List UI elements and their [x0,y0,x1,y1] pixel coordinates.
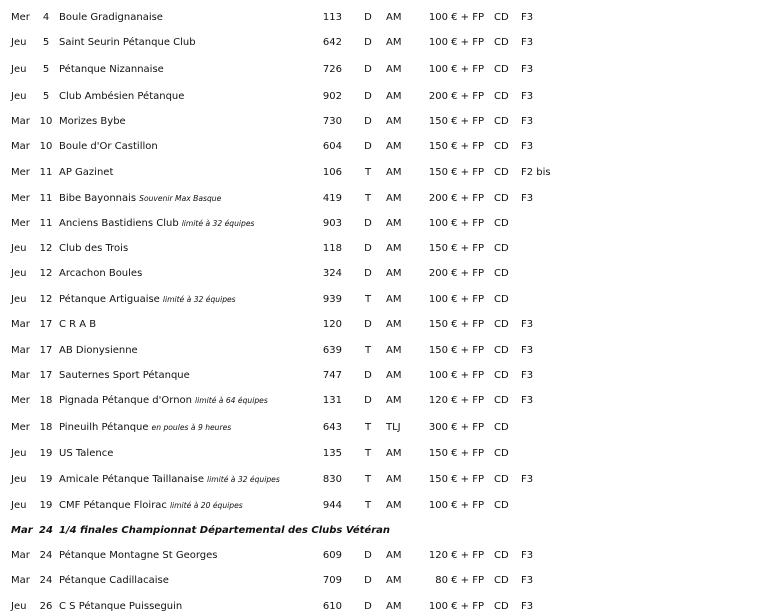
day-cell: Mar [11,116,30,127]
session-cell: AM [386,448,402,459]
day-cell: Mar [11,319,30,330]
session-cell: AM [386,218,402,229]
tournament-row [0,114,768,130]
type-cell: T [364,500,372,511]
date-cell: 12 [39,294,53,305]
prize-cell: 150 € + FP [428,448,484,459]
session-cell: AM [386,319,402,330]
format-cell: F3 [521,12,534,23]
club-name [59,393,309,409]
club-number: 106 [322,167,342,178]
type-cell: T [364,448,372,459]
club-number: 903 [322,218,342,229]
format-cell: F3 [521,319,534,330]
session-cell: AM [386,500,402,511]
club-name [59,548,309,564]
tournament-row [0,498,768,514]
day-cell: Mar [11,550,30,561]
club-name [59,420,309,436]
format-cell: F3 [521,601,534,612]
format-cell: F3 [521,550,534,561]
category-cell: CD [494,141,509,152]
club-number: 610 [322,601,342,612]
format-cell: F3 [521,193,534,204]
category-cell: CD [494,91,509,102]
category-cell: CD [494,601,509,612]
tournament-row [0,446,768,462]
format-cell: F3 [521,575,534,586]
club-name [59,573,309,589]
day-cell: Jeu [11,601,27,612]
date-cell: 5 [42,37,50,48]
format-cell: F3 [521,91,534,102]
category-cell: CD [494,395,509,406]
club-label: US Talence [59,448,114,459]
tournament-row [0,292,768,308]
club-label: Saint Seurin Pétanque Club [59,37,196,48]
club-note: Souvenir Max Basque [139,194,222,203]
club-name [59,241,309,257]
club-label: CMF Pétanque Floirac [59,500,167,511]
day-cell: Mar [11,141,30,152]
date-cell: 5 [42,91,50,102]
club-name [59,343,309,359]
prize-cell: 150 € + FP [428,319,484,330]
date-cell: 24 [39,525,53,536]
session-cell: AM [386,243,402,254]
prize-cell: 100 € + FP [428,370,484,381]
day-cell: Mar [11,575,30,586]
club-name [59,191,309,207]
session-cell: AM [386,474,402,485]
club-number: 604 [322,141,342,152]
category-cell: CD [494,193,509,204]
category-cell: CD [494,116,509,127]
session-cell: AM [386,116,402,127]
date-cell: 17 [39,319,53,330]
session-cell: TLJ [386,422,401,433]
club-number: 609 [322,550,342,561]
day-cell: Mer [11,12,30,23]
type-cell: D [364,218,372,229]
category-cell: CD [494,448,509,459]
category-cell: CD [494,500,509,511]
format-cell: F3 [521,141,534,152]
format-cell: F3 [521,345,534,356]
day-cell: Mar [11,345,30,356]
club-label: Club Ambésien Pétanque [59,91,185,102]
tournament-row [0,35,768,51]
club-number: 747 [322,370,342,381]
club-note: limité à 32 équipes [162,295,236,304]
category-cell: CD [494,268,509,279]
prize-cell: 80 € + FP [435,575,484,586]
date-cell: 19 [39,500,53,511]
club-number: 324 [322,268,342,279]
session-cell: AM [386,167,402,178]
date-cell: 18 [39,395,53,406]
type-cell: T [364,167,372,178]
tournament-row [0,216,768,232]
club-label: Sauternes Sport Pétanque [59,370,190,381]
date-cell: 19 [39,448,53,459]
club-name [59,599,309,615]
date-cell: 24 [39,550,53,561]
day-cell: Mer [11,193,30,204]
club-note: limité à 20 équipes [169,501,243,510]
category-cell: CD [494,422,509,433]
tournament-row [0,573,768,589]
date-cell: 17 [39,370,53,381]
prize-cell: 150 € + FP [428,167,484,178]
category-cell: CD [494,550,509,561]
type-cell: T [364,422,372,433]
session-cell: AM [386,294,402,305]
format-cell: F3 [521,116,534,127]
club-label: C S Pétanque Puisseguin [59,601,183,612]
club-name [59,139,309,155]
type-cell: D [364,91,372,102]
club-name [59,62,309,78]
tournament-row [0,191,768,207]
category-cell: CD [494,167,509,178]
date-cell: 11 [39,167,53,178]
day-cell: Mer [11,218,30,229]
club-name [59,368,309,384]
club-label: Pineuilh Pétanque [59,422,149,433]
club-number: 939 [322,294,342,305]
club-name [59,216,309,232]
session-cell: AM [386,12,402,23]
tournament-row [0,165,768,181]
tournament-row [0,62,768,78]
date-cell: 12 [39,243,53,254]
tournament-row [0,139,768,155]
tournament-row [0,393,768,409]
date-cell: 12 [39,268,53,279]
session-cell: AM [386,91,402,102]
day-cell: Mer [11,422,30,433]
tournament-row [0,548,768,564]
club-label: Morizes Bybe [59,116,126,127]
club-label: Pignada Pétanque d'Ornon [59,395,192,406]
day-cell: Jeu [11,37,27,48]
club-name [59,89,309,105]
tournament-row [0,89,768,105]
club-label: Amicale Pétanque Taillanaise [59,474,204,485]
session-cell: AM [386,601,402,612]
type-cell: D [364,319,372,330]
category-cell: CD [494,319,509,330]
type-cell: D [364,601,372,612]
type-cell: T [364,345,372,356]
date-cell: 24 [39,575,53,586]
club-number: 902 [322,91,342,102]
tournament-row [0,10,768,26]
prize-cell: 100 € + FP [428,601,484,612]
session-cell: AM [386,370,402,381]
session-cell: AM [386,345,402,356]
session-cell: AM [386,268,402,279]
type-cell: D [364,395,372,406]
club-name [59,266,309,282]
date-cell: 10 [39,141,53,152]
club-label: Pétanque Montagne St Georges [59,550,218,561]
date-cell: 11 [39,193,53,204]
session-cell: AM [386,550,402,561]
prize-cell: 100 € + FP [428,500,484,511]
date-cell: 5 [42,64,50,75]
prize-cell: 100 € + FP [428,294,484,305]
date-cell: 11 [39,218,53,229]
club-label: Pétanque Cadillacaise [59,575,169,586]
club-number: 135 [322,448,342,459]
prize-cell: 200 € + FP [428,268,484,279]
prize-cell: 100 € + FP [428,218,484,229]
type-cell: D [364,550,372,561]
date-cell: 26 [39,601,53,612]
type-cell: T [364,294,372,305]
club-number: 730 [322,116,342,127]
club-name [59,292,309,308]
club-number: 726 [322,64,342,75]
category-cell: CD [494,218,509,229]
type-cell: D [364,116,372,127]
day-cell: Jeu [11,474,27,485]
session-cell: AM [386,64,402,75]
club-name [59,317,309,333]
type-cell: D [364,141,372,152]
club-number: 643 [322,422,342,433]
category-cell: CD [494,370,509,381]
type-cell: D [364,37,372,48]
club-note: limité à 32 équipes [181,219,255,228]
prize-cell: 200 € + FP [428,91,484,102]
club-label: Arcachon Boules [59,268,143,279]
day-cell: Jeu [11,268,27,279]
type-cell: D [364,243,372,254]
tournament-row [0,317,768,333]
club-number: 118 [322,243,342,254]
tournament-row [0,368,768,384]
type-cell: D [364,370,372,381]
date-cell: 4 [42,12,50,23]
club-number: 639 [322,345,342,356]
prize-cell: 150 € + FP [428,243,484,254]
format-cell: F3 [521,64,534,75]
day-cell: Mar [11,370,30,381]
day-cell: Jeu [11,448,27,459]
club-label: Pétanque Nizannaise [59,64,164,75]
club-number: 131 [322,395,342,406]
club-number: 642 [322,37,342,48]
club-name [59,472,309,488]
prize-cell: 100 € + FP [428,64,484,75]
session-cell: AM [386,575,402,586]
date-cell: 19 [39,474,53,485]
tournament-row [0,266,768,282]
club-number: 709 [322,575,342,586]
club-label: AP Gazinet [59,167,114,178]
club-name [59,498,309,514]
prize-cell: 100 € + FP [428,37,484,48]
club-name [59,523,391,539]
club-label: Bibe Bayonnais [59,193,137,204]
club-note: limité à 64 équipes [194,396,268,405]
day-cell: Mer [11,167,30,178]
type-cell: T [364,474,372,485]
prize-cell: 200 € + FP [428,193,484,204]
club-name [59,114,309,130]
event-heading-row [0,523,768,539]
club-label: 1/4 finales Championnat Départemental des Clubs Vétéran [59,525,391,536]
club-label: Boule d'Or Castillon [59,141,158,152]
prize-cell: 150 € + FP [428,116,484,127]
day-cell: Mar [11,525,33,536]
day-cell: Jeu [11,500,27,511]
type-cell: T [364,193,372,204]
date-cell: 10 [39,116,53,127]
club-label: Pétanque Artiguaise [59,294,160,305]
club-name [59,35,309,51]
club-note: en poules à 9 heures [151,423,232,432]
day-cell: Mer [11,395,30,406]
session-cell: AM [386,141,402,152]
tournament-row [0,472,768,488]
format-cell: F2 bis [521,167,551,178]
category-cell: CD [494,575,509,586]
club-label: Anciens Bastidiens Club [59,218,179,229]
category-cell: CD [494,474,509,485]
date-cell: 17 [39,345,53,356]
category-cell: CD [494,345,509,356]
category-cell: CD [494,243,509,254]
club-number: 830 [322,474,342,485]
club-number: 120 [322,319,342,330]
club-label: AB Dionysienne [59,345,138,356]
tournament-row [0,241,768,257]
prize-cell: 150 € + FP [428,474,484,485]
format-cell: F3 [521,37,534,48]
club-name [59,10,309,26]
prize-cell: 100 € + FP [428,12,484,23]
club-name [59,165,309,181]
category-cell: CD [494,12,509,23]
club-number: 113 [322,12,342,23]
type-cell: D [364,268,372,279]
category-cell: CD [494,37,509,48]
session-cell: AM [386,193,402,204]
tournament-row [0,420,768,436]
prize-cell: 120 € + FP [428,395,484,406]
club-label: C R A B [59,319,97,330]
day-cell: Jeu [11,64,27,75]
day-cell: Jeu [11,91,27,102]
club-number: 944 [322,500,342,511]
tournament-row [0,599,768,615]
category-cell: CD [494,294,509,305]
format-cell: F3 [521,370,534,381]
day-cell: Jeu [11,243,27,254]
category-cell: CD [494,64,509,75]
type-cell: D [364,64,372,75]
session-cell: AM [386,395,402,406]
format-cell: F3 [521,474,534,485]
tournament-row [0,343,768,359]
prize-cell: 150 € + FP [428,141,484,152]
club-note: limité à 32 équipes [206,475,280,484]
type-cell: D [364,575,372,586]
club-label: Boule Gradignanaise [59,12,163,23]
club-name [59,446,309,462]
prize-cell: 120 € + FP [428,550,484,561]
club-label: Club des Trois [59,243,129,254]
session-cell: AM [386,37,402,48]
prize-cell: 150 € + FP [428,345,484,356]
type-cell: D [364,12,372,23]
format-cell: F3 [521,395,534,406]
prize-cell: 300 € + FP [428,422,484,433]
date-cell: 18 [39,422,53,433]
club-number: 419 [322,193,342,204]
day-cell: Jeu [11,294,27,305]
